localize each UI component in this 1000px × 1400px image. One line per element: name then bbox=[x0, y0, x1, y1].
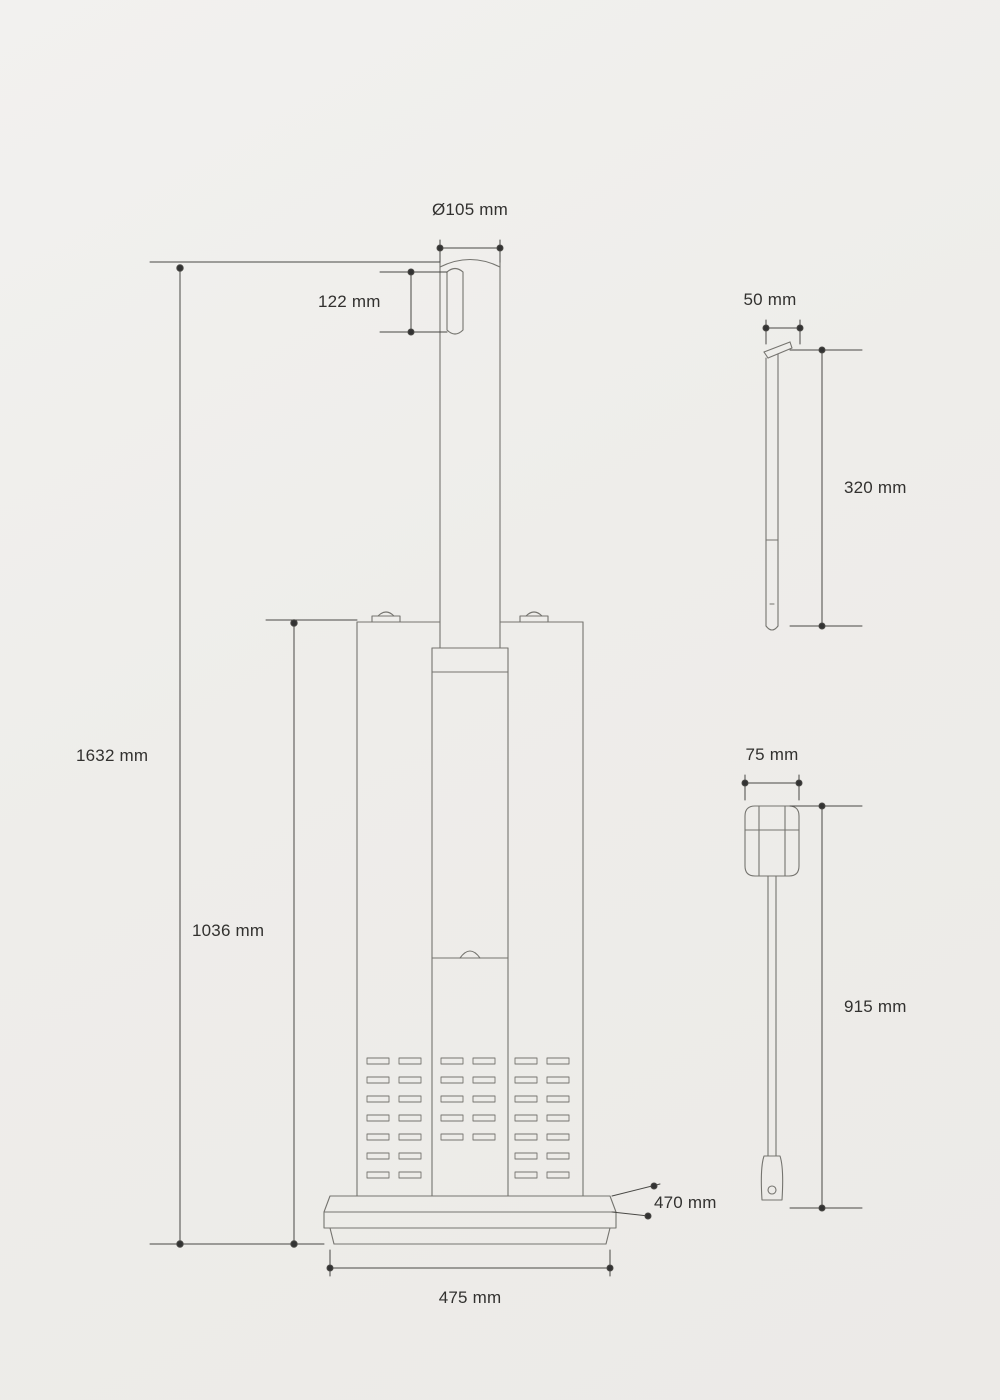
dimension-label-poker-length: 320 mm bbox=[844, 478, 907, 497]
shovel-tool bbox=[745, 806, 799, 1200]
dimension-label-shovel-head-width: 75 mm bbox=[745, 745, 799, 764]
chimney-assembly bbox=[440, 260, 500, 637]
dimension-label-body-height: 1036 mm bbox=[192, 921, 265, 940]
dimension-label-chimney-diameter: Ø105 mm bbox=[431, 200, 509, 219]
dimension-label-base-width: 475 mm bbox=[438, 1288, 502, 1307]
dimension-label-total-height: 1632 mm bbox=[76, 746, 149, 765]
base-plinth bbox=[324, 1196, 616, 1244]
dimension-label-shovel-length: 915 mm bbox=[844, 997, 907, 1016]
oven-body bbox=[357, 612, 583, 1196]
dimension-label-flue-opening-height: 122 mm bbox=[318, 292, 381, 311]
poker-tool bbox=[764, 342, 792, 630]
dimension-label-poker-head-width: 50 mm bbox=[743, 290, 797, 309]
perforation-panels bbox=[367, 1058, 569, 1178]
dimension-label-base-depth: 470 mm bbox=[654, 1193, 717, 1212]
